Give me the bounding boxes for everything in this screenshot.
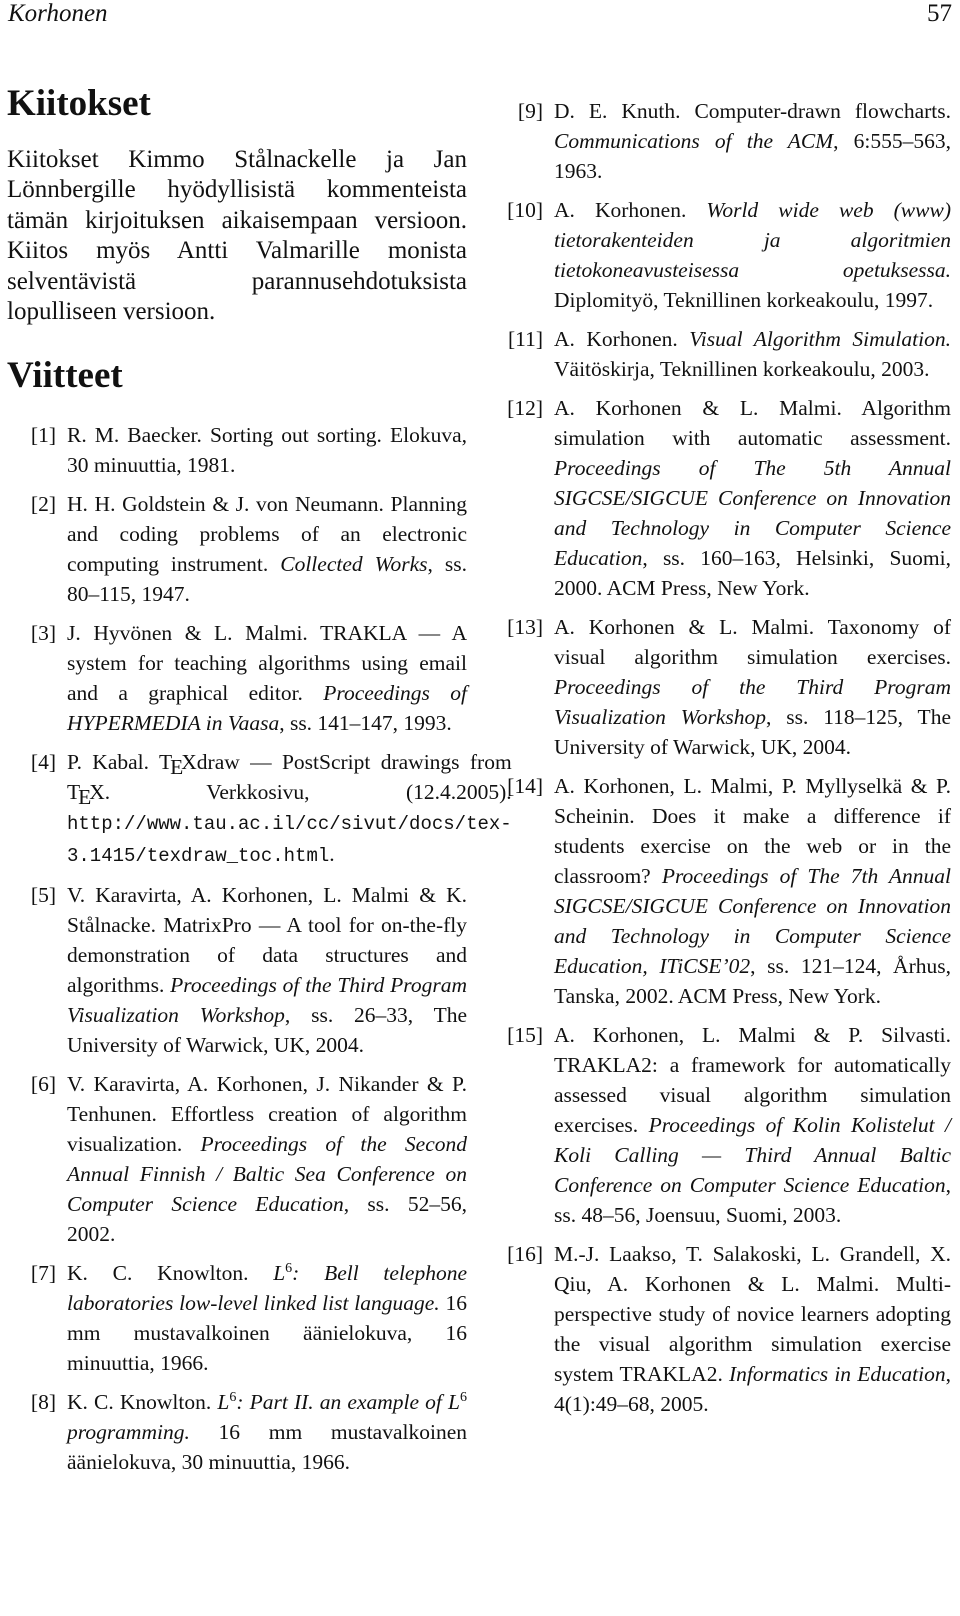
reference-text: R. M. Baecker. Sorting out sorting. Elokuva, 30 minuuttia, 1981. — [67, 423, 467, 478]
reference-item — [7, 747, 512, 871]
reference-text: K. C. Knowlton. $L^6$: Part II. an example of $L^6$ programming. 16 mm mustavalkoinen äänielokuva, 30 minuuttia, 1966. — [67, 1390, 467, 1475]
reference-number: [12] — [507, 396, 543, 420]
reference-text: K. C. Knowlton. $L^6$: Bell telephone laboratories low-level linked list language. 16 mm mustavalkoinen äänielokuva, 16 minuuttia, 1966. — [67, 1261, 468, 1376]
reference-number: [1] — [30, 423, 56, 448]
running-header — [8, 0, 952, 30]
reference-text: H. H. Goldstein & J. von Neumann. Planning and coding problems of an electronic computing instrument. Collected Works, ss. 80–115, 1947. — [67, 492, 467, 607]
reference-item — [7, 420, 467, 480]
reference-text: A. Korhonen & L. Malmi. Taxonomy of visual algorithm simulation exercises. Proceedings of the Third Program Visualization Workshop, ss. 118–125, The University of Warwick, UK, 2004. — [554, 615, 951, 759]
reference-text: V. Karavirta, A. Korhonen, J. Nikander & P. Tenhunen. Effortless creation of algorithm visualization. Proceedings of the Second Annual Finnish / Baltic Sea Conference on Computer Science Education, ss. 52–56, 2002. — [67, 1072, 467, 1247]
reference-text: M.-J. Laakso, T. Salakoski, L. Grandell, X. Qiu, A. Korhonen & L. Malmi. Multi-perspective study of novice learners adopting the visual algorithm simulation exercise system TRAKLA2. Informatics in Education, 4(1):49–68, 2005. — [554, 1242, 951, 1416]
page-number: 57 — [927, 0, 952, 27]
reference-text: P. Kabal. TEXdraw — PostScript drawings from TEX. Verkkosivu, (12.4.2005). http://www.tau.ac.il/cc/sivut/docs/tex-3.1415/texdraw_toc.html. — [67, 750, 512, 868]
reference-number: [8] — [30, 1390, 56, 1415]
reference-item — [495, 96, 955, 186]
reference-item — [7, 1069, 467, 1249]
reference-item — [495, 1239, 955, 1419]
reference-number: [10] — [507, 198, 543, 222]
acknowledgements-heading: Kiitokset — [7, 83, 151, 124]
reference-item — [495, 324, 955, 384]
reference-item — [495, 1020, 955, 1230]
reference-item — [7, 1387, 467, 1477]
header-author: Korhonen — [8, 0, 108, 27]
reference-number: [9] — [517, 99, 543, 123]
reference-number: [15] — [507, 1023, 543, 1047]
reference-text: J. Hyvönen & L. Malmi. TRAKLA — A system for teaching algorithms using email and a graphical editor. Proceedings of HYPERMEDIA in Vaasa, ss. 141–147, 1993. — [67, 621, 467, 736]
reference-item — [495, 393, 955, 603]
reference-number: [13] — [507, 615, 543, 639]
reference-list-right — [495, 96, 955, 1419]
reference-text: A. Korhonen, L. Malmi & P. Silvasti. TRAKLA2: a framework for automatically assessed visual algorithm simulation exercises. Proceedings of Kolin Kolistelut / Koli Calling — Third Annual Baltic Conference on Computer Science Education, ss. 48–56, Joensuu, Suomi, 2003. — [554, 1023, 951, 1227]
reference-number: [5] — [30, 883, 56, 908]
reference-number: [3] — [30, 621, 56, 646]
right-column — [495, 96, 955, 1428]
left-column — [7, 83, 512, 1486]
reference-number: [7] — [30, 1261, 56, 1286]
reference-number: [2] — [30, 492, 56, 517]
acknowledgements-text: Kiitokset Kimmo Stålnackelle ja Jan Lönnbergille hyödyllisistä kommenteista tämän kirjoituksen aikaisempaan versioon. Kiitos myös Antti Valmarille monista selventävistä parannusehdotuksista lopulliseen versioon. — [7, 145, 467, 326]
reference-item — [495, 195, 955, 315]
reference-item — [7, 880, 467, 1060]
reference-number: [4] — [30, 750, 56, 775]
reference-item — [495, 771, 955, 1011]
reference-text: D. E. Knuth. Computer-drawn flowcharts. Communications of the ACM, 6:555–563, 1963. — [554, 99, 951, 183]
reference-item — [495, 612, 955, 762]
references-heading: Viitteet — [7, 354, 123, 396]
reference-number: [6] — [30, 1072, 56, 1097]
reference-number: [14] — [507, 774, 543, 798]
reference-item — [7, 489, 467, 609]
reference-text: A. Korhonen, L. Malmi, P. Myllyselkä & P. Scheinin. Does it make a difference if students exercise on the web or in the classroom? Proceedings of The 7th Annual SIGCSE/SIGCUE Conference on Innovation and Technology in Computer Science Education, ITiCSE’02, ss. 121–124, Århus, Tanska, 2002. ACM Press, New York. — [554, 774, 951, 1008]
reference-url-link[interactable]: http://www.tau.ac.il/cc/sivut/docs/tex-3.1415/texdraw_toc.html — [67, 813, 512, 868]
reference-number: [16] — [507, 1242, 543, 1266]
reference-list-left — [7, 420, 512, 1477]
reference-text: V. Karavirta, A. Korhonen, L. Malmi & K. Stålnacke. MatrixPro — A tool for on-the-fly demonstration of data structures and algorithms. Proceedings of the Third Program Visualization Workshop, ss. 26–33, The University of Warwick, UK, 2004. — [67, 883, 467, 1058]
reference-number: [11] — [507, 327, 543, 351]
reference-text: A. Korhonen & L. Malmi. Algorithm simulation with automatic assessment. Proceedings of The 5th Annual SIGCSE/SIGCUE Conference on Innovation and Technology in Computer Science Education, ss. 160–163, Helsinki, Suomi, 2000. ACM Press, New York. — [554, 396, 951, 600]
reference-text: A. Korhonen. Visual Algorithm Simulation. Väitöskirja, Teknillinen korkeakoulu, 2003. — [554, 327, 951, 381]
reference-text: A. Korhonen. World wide web (www) tietorakenteiden ja algoritmien tietokoneavusteisessa opetuksessa. Diplomityö, Teknillinen korkeakoulu, 1997. — [554, 198, 951, 312]
reference-item — [7, 618, 467, 738]
reference-item — [7, 1258, 467, 1378]
